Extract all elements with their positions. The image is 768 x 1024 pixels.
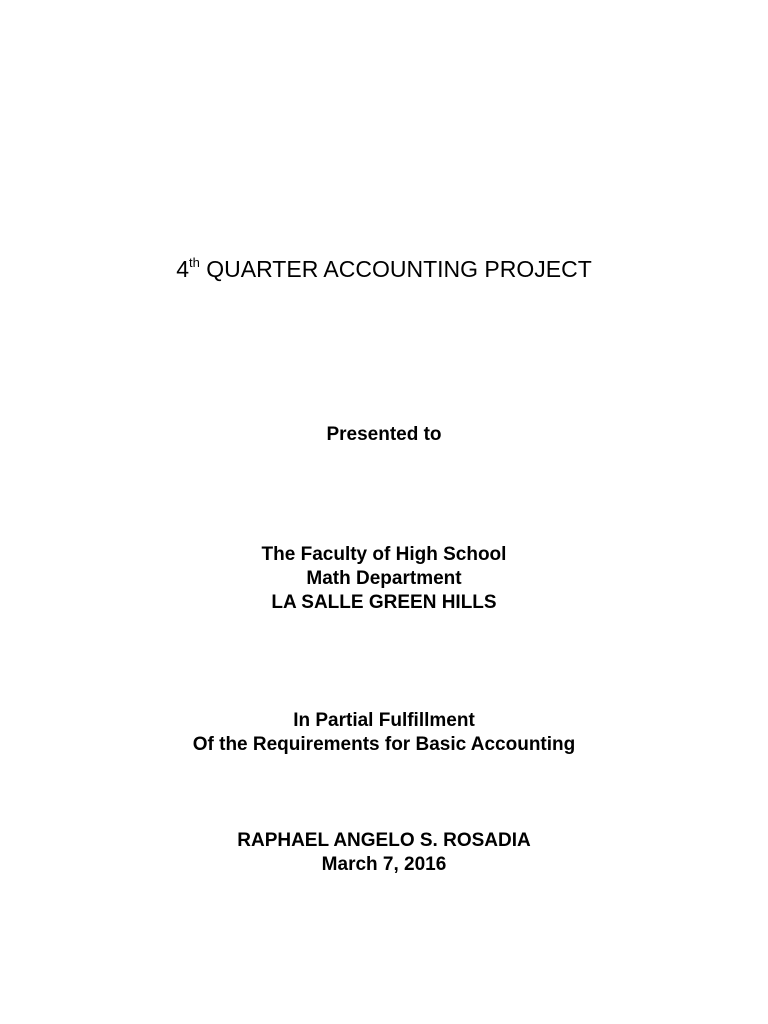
- purpose-line-2: Of the Requirements for Basic Accounting: [192, 734, 576, 755]
- recipient-faculty: The Faculty of High School: [261, 544, 507, 565]
- title-number: 4: [176, 256, 190, 282]
- purpose-line-1: In Partial Fulfillment: [293, 710, 475, 731]
- document-title: [0, 255, 768, 282]
- submission-date: March 7, 2016: [321, 854, 447, 875]
- author-name: RAPHAEL ANGELO S. ROSADIA: [237, 830, 531, 851]
- title-ordinal-suffix: th: [189, 255, 200, 270]
- title-text: QUARTER ACCOUNTING PROJECT: [199, 256, 592, 282]
- recipient-department: Math Department: [306, 568, 462, 589]
- recipient-school: LA SALLE GREEN HILLS: [271, 592, 497, 613]
- presented-to-label: Presented to: [326, 424, 442, 445]
